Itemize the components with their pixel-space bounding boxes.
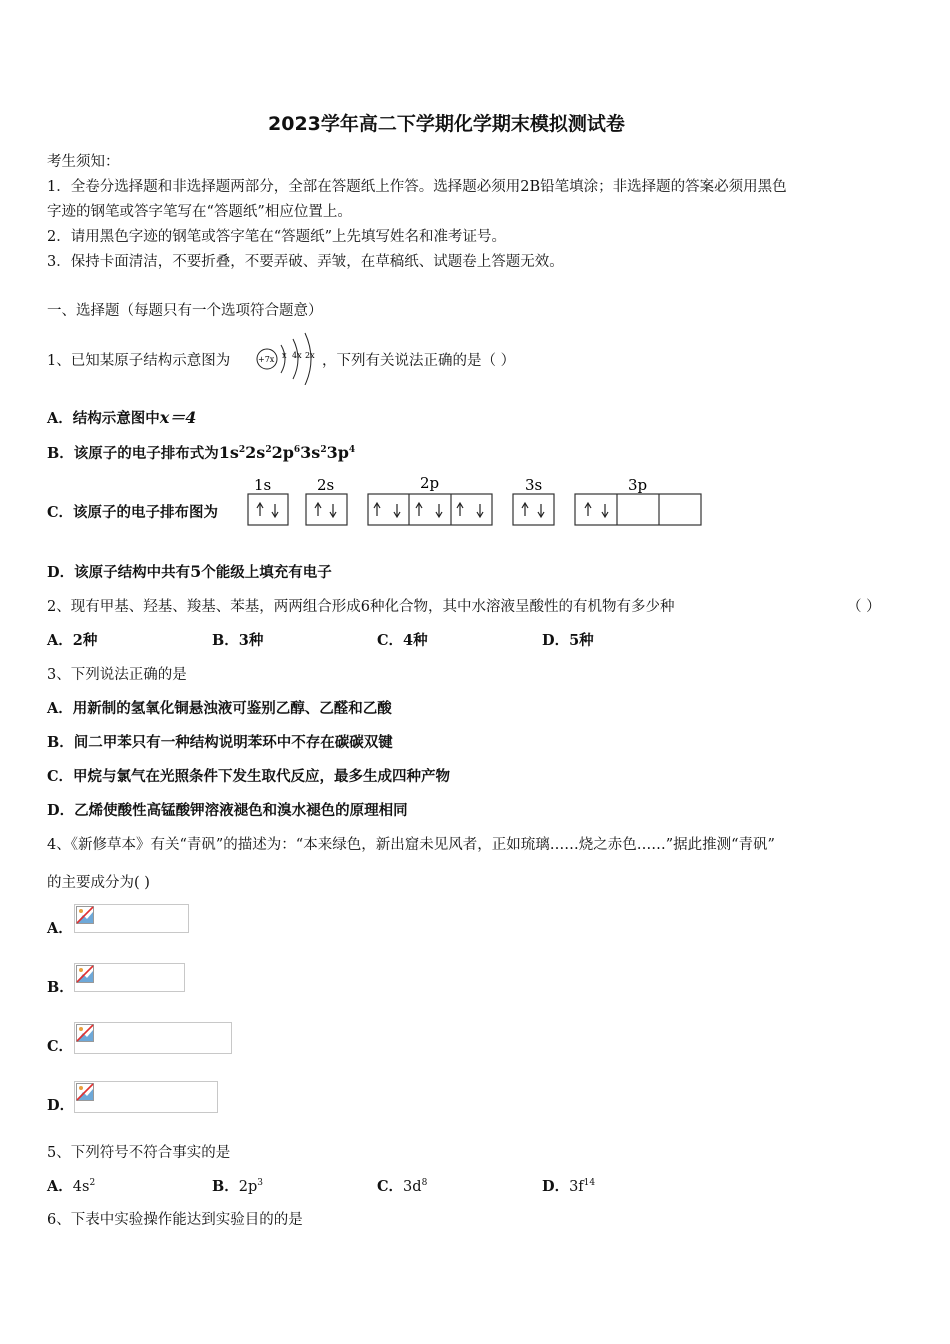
broken-image-d — [74, 1081, 218, 1113]
q3-option-c: C．甲烷与氯气在光照条件下发生取代反应，最多生成四种产物 — [47, 768, 451, 785]
q5-option-d: D．$3f^{14}$ — [542, 1178, 596, 1195]
q4-stem-continued: 的主要成分为( ) — [47, 875, 150, 891]
orbital-label-1s: 1s — [254, 476, 272, 494]
q1-stem-before: 1、已知某原子结构示意图为 — [47, 353, 231, 369]
orbital-label-3s: 3s — [525, 476, 543, 494]
electron-configuration: $1s^22s^22p^63s^23p^4$ — [218, 443, 356, 462]
q2-stem: 2、现有甲基、羟基、羧基、苯基，两两组合形成6种化合物，其中水溶液呈酸性的有机物有多少种 — [47, 599, 675, 615]
q5-option-a: A．$4s^2$ — [47, 1178, 96, 1195]
orbital-label-3p: 3p — [628, 476, 648, 494]
notice-line-4: 3．保持卡面清洁，不要折叠，不要弄破、弄皱，在草稿纸、试题卷上答题无效。 — [47, 254, 564, 270]
q3-stem: 3、下列说法正确的是 — [47, 667, 187, 683]
q1-option-b — [47, 443, 355, 464]
q1-option-d: D．该原子结构中共有5个能级上填充有电子 — [47, 562, 332, 581]
q3-option-a: A．用新制的氢氧化铜悬浊液可鉴别乙醇、乙醛和乙酸 — [47, 700, 392, 717]
q3-option-d: D．乙烯使酸性高锰酸钾溶液褪色和溴水褪色的原理相同 — [47, 802, 408, 819]
atom-nucleus-label: +7x — [258, 355, 275, 364]
q2-option-a: A．2种 — [47, 632, 98, 649]
q4-option-c-label: C． — [47, 1038, 74, 1055]
broken-image-icon — [76, 906, 94, 924]
broken-image-b — [74, 963, 185, 992]
q5-option-c: C．$3d^8$ — [377, 1178, 428, 1195]
q1-option-b-prefix: B．该原子的电子排布式为 — [47, 445, 219, 462]
q2-option-b: B．3种 — [212, 632, 264, 649]
q1-option-a — [47, 408, 196, 429]
q3-option-b: B．间二甲苯只有一种结构说明苯环中不存在碳碳双键 — [47, 734, 393, 751]
q5-option-b: B．$2p^3$ — [212, 1178, 264, 1195]
q1-stem-after: ，下列有关说法正确的是（ ） — [322, 353, 516, 369]
broken-image-c — [74, 1022, 232, 1054]
notice-line-3: 2．请用黑色字迹的钢笔或答字笔在“答题纸”上先填写姓名和准考证号。 — [47, 229, 507, 245]
section-heading: 一、选择题（每题只有一个选项符合题意） — [47, 303, 323, 319]
notice-line-2: 字迹的钢笔或答字笔写在“答题纸”相应位置上。 — [47, 204, 352, 220]
notice-heading: 考生须知： — [47, 154, 120, 170]
broken-image-icon — [76, 1083, 94, 1101]
orbital-label-2s: 2s — [317, 476, 335, 494]
q5-stem: 5、下列符号不符合事实的是 — [47, 1145, 231, 1161]
atom-structure-diagram — [254, 329, 324, 385]
q4-stem: 4、《新修草本》有关“青矾”的描述为：“本来绿色，新出窟未见风者，正如琉璃……烧之赤色……”据此推测“青矾” — [47, 837, 775, 853]
q2-answer-paren: （ ） — [847, 599, 881, 615]
q4-option-a-label: A． — [47, 920, 73, 937]
atom-shell-2-label: 4x — [292, 351, 302, 360]
q1-option-c-prefix: C．该原子的电子排布图为 — [47, 504, 219, 521]
atom-shell-3-label: 2x — [305, 351, 315, 360]
q1-option-a-prefix: A．结构示意图中 — [47, 410, 160, 427]
broken-image-icon — [76, 965, 94, 983]
broken-image-a — [74, 904, 189, 933]
orbital-label-2p: 2p — [420, 474, 440, 492]
broken-image-icon — [76, 1024, 94, 1042]
q6-stem: 6、下表中实验操作能达到实验目的的是 — [47, 1212, 303, 1228]
q1-option-a-expr: x＝4 — [159, 408, 197, 427]
atom-shell-1-label: x — [282, 351, 287, 360]
notice-line-1: 1．全卷分选择题和非选择题两部分，全部在答题纸上作答。选择题必须用2B铅笔填涂；非选择题的答案必须用黑色 — [47, 179, 787, 195]
q2-option-d: D．5种 — [542, 632, 594, 649]
q4-option-b-label: B． — [47, 979, 74, 996]
q4-option-d-label: D． — [47, 1097, 75, 1114]
orbital-diagram — [245, 474, 707, 530]
page-title: 2023学年高二下学期化学期末模拟测试卷 — [268, 113, 625, 135]
q2-option-c: C．4种 — [377, 632, 428, 649]
